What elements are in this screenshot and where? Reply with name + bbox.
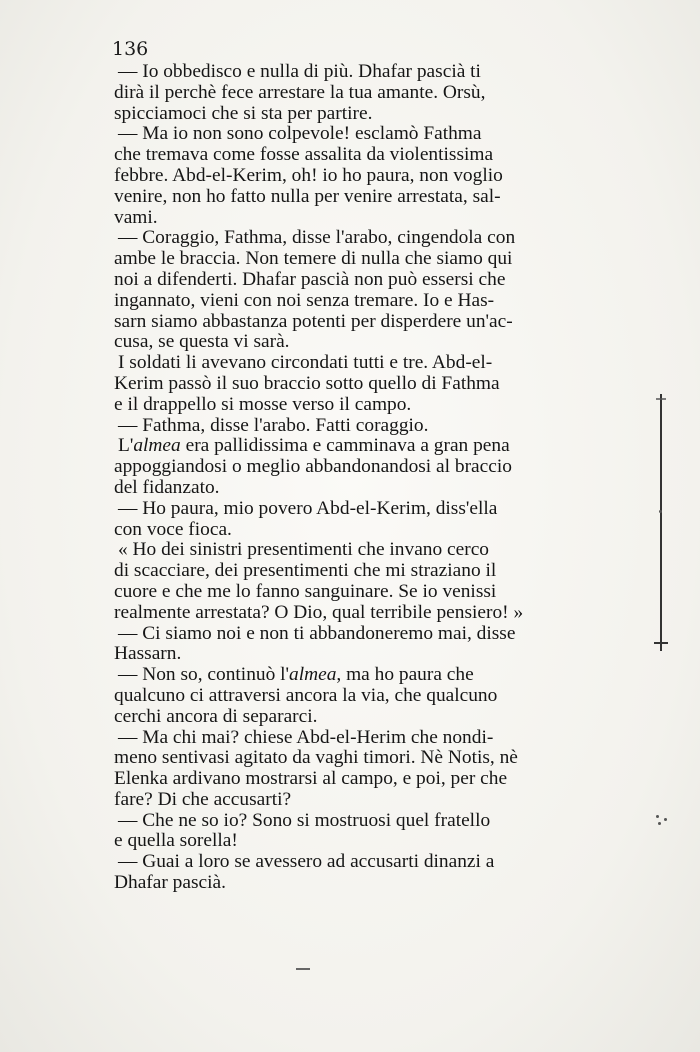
text-line: Dhafar pascià. <box>114 872 226 894</box>
text-line: cusa, se questa vi sarà. <box>114 331 290 353</box>
text-line: spicciamoci che si sta per partire. <box>114 102 373 124</box>
margin-bracket-mark <box>646 393 676 655</box>
text-line: del fidanzato. <box>114 476 220 498</box>
ink-speck <box>659 510 662 513</box>
text-line: ambe le braccia. Non temere di nulla che siamo qui <box>114 248 513 270</box>
page-body-text <box>114 62 576 894</box>
text-line: — Che ne so io? Sono si mostruosi quel fratello <box>118 809 491 831</box>
text-line: appoggiandosi o meglio abbandonandosi al braccio <box>114 456 512 478</box>
ink-speck <box>656 815 659 818</box>
text-line: febbre. Abd-el-Kerim, oh! io ho paura, non voglio <box>114 164 503 186</box>
text-line: — Non so, continuò l'almea, ma ho paura che <box>118 664 474 686</box>
text-line: L'almea era pallidissima e camminava a gran pena <box>118 435 510 457</box>
text-line: che tremava come fosse assalita da violentissima <box>114 144 494 166</box>
text-line: Kerim passò il suo braccio sotto quello di Fathma <box>114 372 500 394</box>
text-line: e quella sorella! <box>114 830 238 852</box>
text-line: ingannato, vieni con noi senza tremare. Io e Has- <box>114 289 495 311</box>
text-line: e il drappello si mosse verso il campo. <box>114 393 412 415</box>
italic-word: almea <box>289 664 337 686</box>
text-line: fare? Di che accusarti? <box>114 788 292 810</box>
text-line: meno sentivasi agitato da vaghi timori. Nè Notis, nè <box>114 747 518 769</box>
text-line: — Ho paura, mio povero Abd-el-Kerim, diss'ella <box>118 497 498 519</box>
text-line: cuore e che me lo fanno sanguinare. Se io venissi <box>114 580 497 602</box>
text-line: — Ma chi mai? chiese Abd-el-Herim che nondi- <box>118 726 494 748</box>
text-line: realmente arrestata? O Dio, qual terribile pensiero! » <box>114 601 524 623</box>
text-line: — Coraggio, Fathma, disse l'arabo, cingendola con <box>118 227 516 249</box>
ink-speck <box>664 818 667 821</box>
text-line: noi a difenderti. Dhafar pascià non può essersi che <box>114 268 506 290</box>
italic-word: almea <box>133 435 181 457</box>
text-line: « Ho dei sinistri presentimenti che invano cerco <box>118 539 490 561</box>
ink-speck <box>658 822 661 825</box>
text-line: cerchi ancora di separarci. <box>114 705 318 727</box>
text-line: I soldati li avevano circondati tutti e tre. Abd-el- <box>118 352 493 374</box>
text-line: vami. <box>114 206 158 228</box>
text-line: venire, non ho fatto nulla per venire arrestata, sal- <box>114 185 501 207</box>
text-line: Hassarn. <box>114 643 182 665</box>
text-line: sarn siamo abbastanza potenti per disperdere un'ac- <box>114 310 513 332</box>
text-line: — Ma io non sono colpevole! esclamò Fathma <box>118 123 482 145</box>
text-line: — Guai a loro se avessero ad accusarti dinanzi a <box>118 851 495 873</box>
text-line: qualcuno ci attraversi ancora la via, che qualcuno <box>114 684 498 706</box>
text-line: con voce fioca. <box>114 518 232 540</box>
ink-dash <box>296 968 310 970</box>
text-line: dirà il perchè fece arrestare la tua amante. Orsù, <box>114 81 486 103</box>
text-line: di scacciare, dei presentimenti che mi straziano il <box>114 560 497 582</box>
text-line: — Io obbedisco e nulla di più. Dhafar pascià ti <box>118 61 481 82</box>
page-number: 136 <box>112 38 149 60</box>
text-line: Elenka ardivano mostrarsi al campo, e poi, per che <box>114 768 508 790</box>
text-line: — Ci siamo noi e non ti abbandoneremo mai, disse <box>118 622 516 644</box>
text-line: — Fathma, disse l'arabo. Fatti coraggio. <box>118 414 429 436</box>
